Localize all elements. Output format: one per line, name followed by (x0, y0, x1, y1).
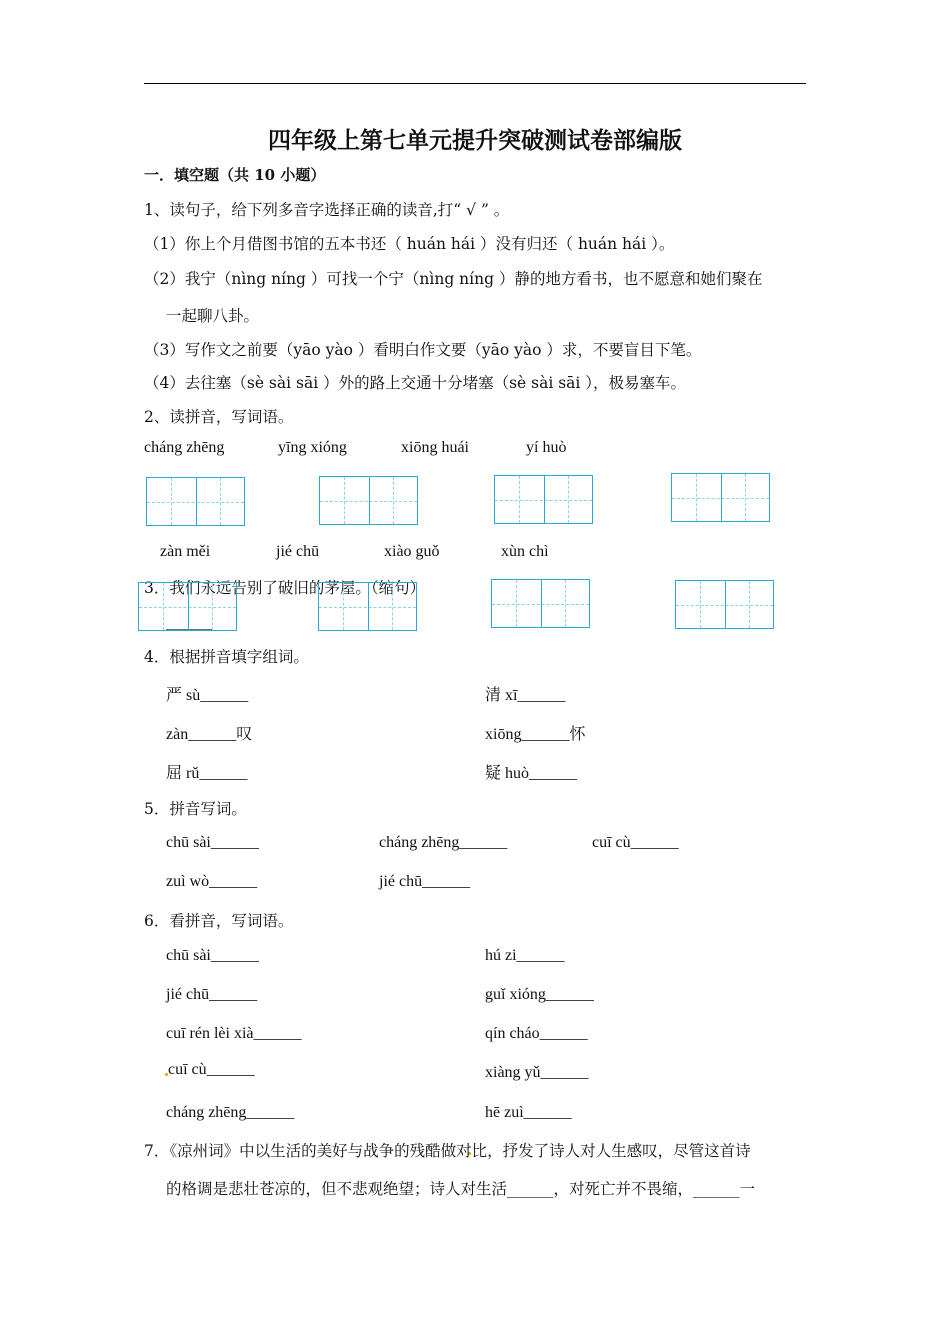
q5-item[interactable]: cháng zhēng______ (379, 834, 508, 851)
q2-stem: 2、读拼音，写词语。 (144, 408, 294, 426)
q1-sentence-3: （3）写作文之前要（yāo yào ）看明白作文要（yāo yào ）求，不要盲目下笔。 (144, 341, 702, 359)
q6-item[interactable]: jié chū______ (166, 986, 258, 1003)
q4-item[interactable]: xiōng______怀 (485, 726, 586, 743)
header-rule (144, 83, 806, 84)
q4-item[interactable]: 清 xī______ (485, 687, 566, 704)
writing-grid[interactable] (318, 582, 417, 631)
q1-stem: 1、读句子，给下列多音字选择正确的读音,打“ √ ” 。 (144, 201, 510, 219)
writing-grid[interactable] (494, 475, 593, 524)
q6-item[interactable]: hú zi______ (485, 947, 565, 964)
q5-item[interactable]: zuì wò______ (166, 873, 258, 890)
q4-item[interactable]: 严 sù______ (166, 687, 249, 704)
writing-grid[interactable] (675, 580, 774, 629)
q1-sentence-1: （1）你上个月借图书馆的五本书还（ huán hái ）没有归还（ huán hái ）。 (144, 235, 675, 253)
q1-sentence-2-cont: 一起聊八卦。 (166, 307, 260, 325)
pinyin-label: jié chū (276, 543, 320, 560)
q5-item[interactable]: chū sài______ (166, 834, 259, 851)
q5-item[interactable]: cuī cù______ (592, 834, 679, 851)
q4-item[interactable]: 屈 rǔ______ (166, 765, 248, 782)
q6-item[interactable]: guǐ xióng______ (485, 986, 594, 1003)
q6-item[interactable]: qín cháo______ (485, 1025, 588, 1042)
page-title: 四年级上第七单元提升突破测试卷部编版 (268, 127, 682, 154)
q4-item[interactable]: zàn______叹 (166, 726, 253, 743)
writing-grid[interactable] (671, 473, 770, 522)
pinyin-label: yīng xióng (278, 439, 347, 456)
writing-grid[interactable] (319, 476, 418, 525)
q7-line-2: 的格调是悲壮苍凉的，但不悲观绝望；诗人对生活______，对死亡并不畏缩，______一 (166, 1180, 756, 1198)
section-heading: 一．填空题（共 10 小题） (144, 166, 326, 184)
q6-item[interactable]: cuī cù______ (168, 1061, 255, 1078)
q6-item[interactable]: chū sài______ (166, 947, 259, 964)
q5-item[interactable]: jié chū______ (379, 873, 471, 890)
writing-grid[interactable] (491, 579, 590, 628)
q1-sentence-2: （2）我宁（nìng níng ）可找一个宁（nìng níng ）静的地方看书，也不愿意和她们聚在 (144, 270, 763, 288)
pinyin-label: xiōng huái (401, 439, 469, 456)
writing-grid[interactable] (146, 477, 245, 526)
q3-stem: 3．我们永远告别了破旧的茅屋。（缩句） (144, 579, 426, 597)
q3-answer-blank[interactable]: ______ (166, 612, 213, 630)
q7-line-1: 7．《凉州词》中以生活的美好与战争的残酷做对比，抒发了诗人对人生感叹，尽管这首诗 (144, 1142, 751, 1160)
pinyin-label: yí huò (526, 439, 567, 456)
pinyin-label: xùn chì (501, 543, 549, 560)
writing-grid[interactable] (138, 582, 237, 631)
q6-stem: 6．看拼音，写词语。 (144, 912, 294, 930)
q6-item[interactable]: cháng zhēng______ (166, 1104, 295, 1121)
pinyin-label: xiào guǒ (384, 543, 440, 560)
pinyin-label: zàn měi (160, 543, 211, 560)
pinyin-label: cháng zhēng (144, 439, 225, 456)
q4-item[interactable]: 疑 huò______ (485, 765, 578, 782)
q4-stem: 4．根据拼音填字组词。 (144, 648, 309, 666)
q6-item[interactable]: hē zuì______ (485, 1104, 572, 1121)
q1-sentence-4: （4）去往塞（sè sài sāi ）外的路上交通十分堵塞（sè sài sāi ），极易塞车。 (144, 374, 687, 392)
q6-item[interactable]: cuī rén lèi xià______ (166, 1025, 302, 1042)
q6-item[interactable]: xiàng yǔ______ (485, 1064, 589, 1081)
q5-stem: 5．拼音写词。 (144, 800, 247, 818)
